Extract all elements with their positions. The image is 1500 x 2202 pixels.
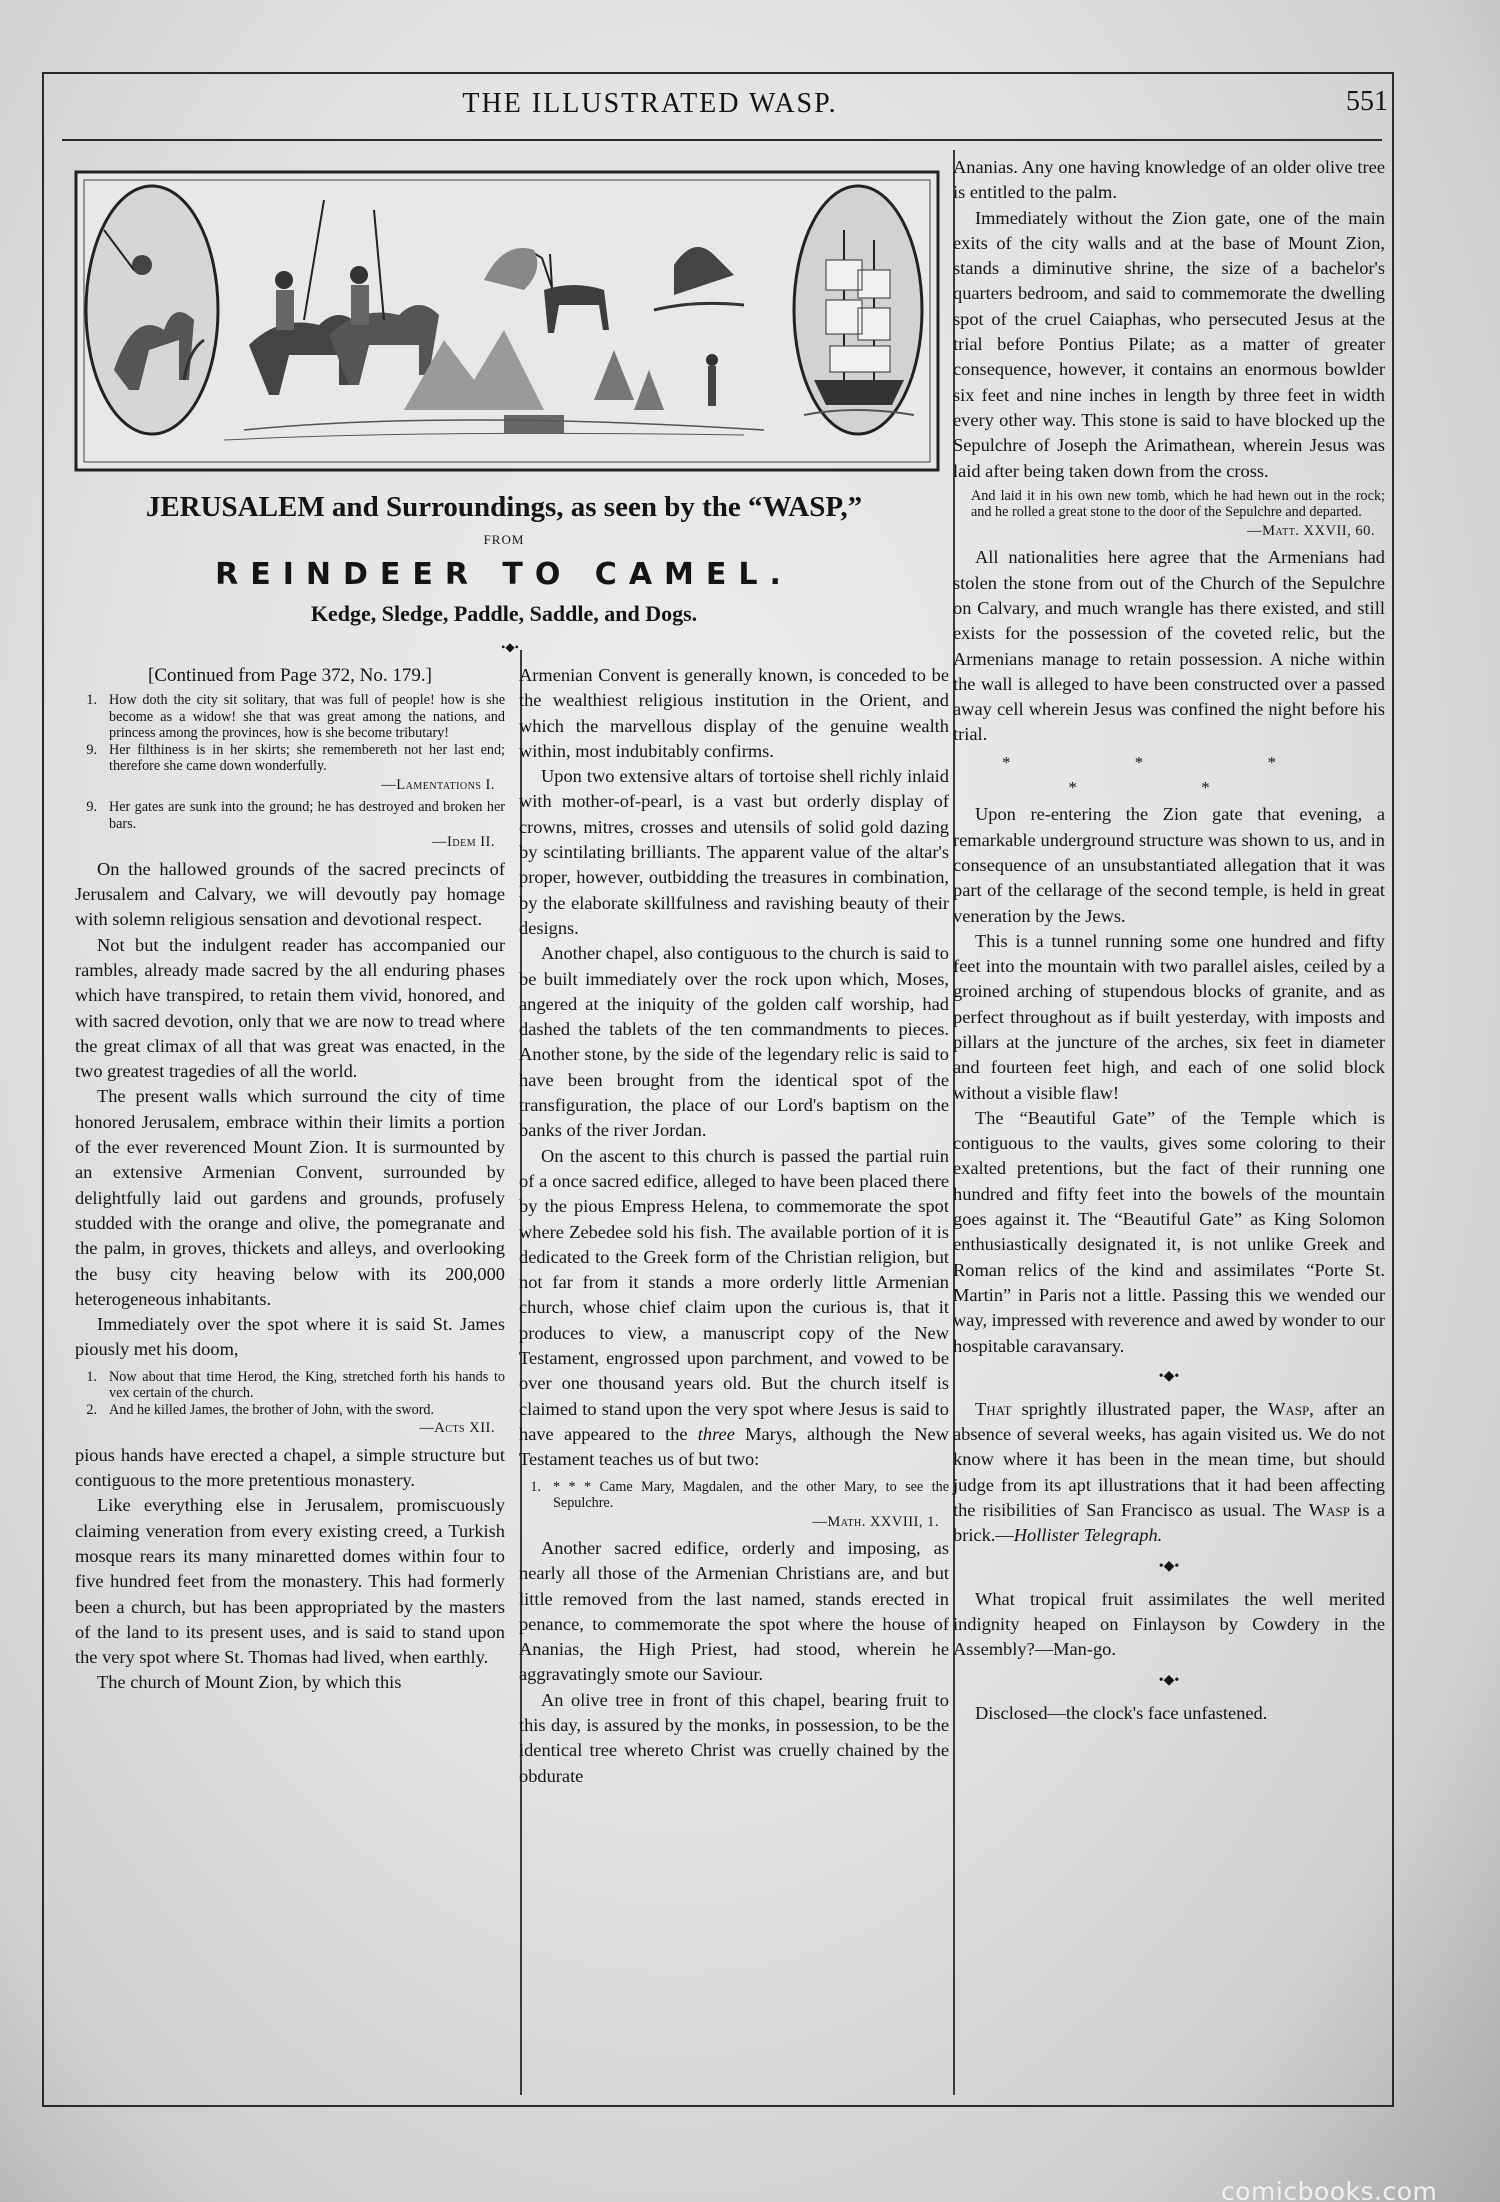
headline-main: JERUSALEM and Surroundings, as seen by the “WASP,”: [145, 491, 863, 523]
headline-title: REINDEER TO CAMEL.: [215, 557, 793, 592]
continued-note: [Continued from Page 372, No. 179.]: [148, 665, 432, 686]
verse-number: 9.: [86, 741, 97, 758]
notice-text: , after an absence of several weeks, has again visited us. We do not know where it has been in the mean time, but should judge from its apt illustrations that it had been affecting the risibilities of San Francisco as usual. The: [953, 1398, 1385, 1521]
quote-verse: [519, 1479, 949, 1512]
reindeer-to-camel-illustration: [74, 170, 940, 472]
paragraph-text: Marys, although the New Testament teaches us of but two:: [519, 1423, 949, 1470]
header-rule: [62, 139, 1382, 141]
quote-verse: [75, 799, 505, 832]
scripture-quote: [971, 488, 1385, 540]
scripture-reference: —Lamentations I.: [381, 776, 495, 793]
scripture-quote: [519, 1479, 949, 1531]
verse-text: How doth the city sit solitary, that was full of people! how is she become as a widow! she that was great among the nations, and princess among the provinces, how is she become tributary!: [109, 692, 505, 742]
masthead-title: THE ILLUSTRATED WASP.: [462, 88, 838, 119]
paragraph: Immediately over the spot where it is said St. James piously met his doom,: [75, 1314, 505, 1360]
paragraph: Upon re-entering the Zion gate that evening, a remarkable underground structure was shown to us, and in consequence of an unsubstantiated allegation that it was part of the cellarage of the second temple, is held in great veneration by the Jews.: [953, 804, 1385, 926]
separator-ornament: •◆•: [1158, 1672, 1180, 1688]
wasp-name: Wasp: [1308, 1500, 1350, 1521]
scripture-reference: —Math. XXVIII, 1.: [812, 1513, 939, 1530]
paragraph-text: On the ascent to this church is passed the partial ruin of a once sacred edifice, alleged to have been placed there by the pious Empress Helena, to commemorate the spot where Zebedee sold his fish. The available portion of it is dedicated to the Greek form of the Christian religion, but not far from it stands a more orderly little Armenian church, whose chief claim upon the curious is, that it produces to view, a manuscript copy of the New Testament, engrossed upon parchment, and vowed to be over one thousand years old. But the church itself is claimed to stand upon the very spot where Jesus is said to have appeared to the: [519, 1145, 949, 1444]
paragraph: An olive tree in front of this chapel, bearing fruit to this day, is assured by the monks, in possession, to be the identical tree whereto Christ was cruelly chained by the obdurate: [519, 1689, 949, 1786]
paragraph: Another sacred edifice, orderly and imposing, as nearly all those of the Armenian Christians are, and but little removed from the last named, stands erected in penance, to commemorate the spot where the house of Ananias, the High Priest, had stood, wherein he aggravatingly smote our Saviour.: [519, 1538, 949, 1685]
quote-verse: [75, 692, 505, 742]
verse-text: * * * Came Mary, Magdalen, and the other Mary, to see the Sepulchre.: [553, 1478, 949, 1511]
paragraph: The “Beautiful Gate” of the Temple which is contiguous to the vaults, gives some coloring to their exalted pretentions, but the fact of their running one hundred and fifty feet into the bowels of the mountain goes against it. The “Beautiful Gate” as King Solomon enthusiastically designated it, is not unlike Greek and Roman relics of the kind and assimilates “Porte St. Martin” in Paris not a little. Passing this we wended our way, impressed with reverence and awed by wonder to our hospitable caravansary.: [953, 1107, 1385, 1356]
column-1: [75, 663, 505, 1696]
emphasis: three: [697, 1423, 735, 1444]
verse-number: 1.: [86, 1368, 97, 1385]
column-3: [953, 155, 1385, 1726]
separator-ornament: •◆•: [1158, 1368, 1180, 1384]
verse-number: 1.: [86, 692, 97, 709]
quote-verse: [75, 1402, 505, 1419]
scripture-reference: —Matt. XXVII, 60.: [1247, 522, 1375, 539]
page-number: 551: [1346, 86, 1388, 117]
paragraph: The present walls which surround the city of time honored Jerusalem, embrace within their limits a portion of the ever reverenced Mount Zion. It is surmounted by an extensive Armenian Convent, surrounded by delightfully laid out gardens and grounds, profusely studded with the orange and olive, the pomegranate and the palm, in groves, thickets and alleys, and overlooking the busy city heaving below with its 200,000 heterogeneous inhabitants.: [75, 1086, 505, 1309]
notice-lead: That: [975, 1398, 1012, 1419]
verse-number: 1.: [530, 1478, 541, 1495]
riddle: Disclosed—the clock's face unfastened.: [975, 1702, 1268, 1723]
notice-text: is a brick.—: [953, 1500, 1385, 1546]
verse-text: Now about that time Herod, the King, stretched forth his hands to vex certain of the church.: [109, 1368, 505, 1402]
scripture-reference: —Idem II.: [432, 834, 495, 851]
column-2: [519, 663, 949, 1789]
verse-text: And laid it in his own new tomb, which he had hewn out in the rock; and he rolled a great stone to the door of the Sepulchre and departed.: [971, 487, 1385, 521]
quote-verse: [75, 1369, 505, 1402]
paragraph: Upon two extensive altars of tortoise shell richly inlaid with mother-of-pearl, is a vast but orderly display of crowns, mitres, crosses and utensils of solid gold dazing by scintilating brilliants. The apparent value of the altar's proper, however, outbidding the treasures in combination, by the elaborate skillfulness and ravishing beauty of their designs.: [519, 766, 949, 938]
press-notice: [953, 1397, 1385, 1549]
paragraph: This is a tunnel running some one hundred and fifty feet into the mountain with two parallel aisles, ceiled by a groined arching of stupendous blocks of granite, and as perfect throughout as if built yesterday, with imposts and pillars at the juncture of the arches, six feet in diameter and fourteen feet high, and each of one solid block without a visible flaw!: [953, 930, 1385, 1103]
verse-text: And he killed James, the brother of John, with the sword.: [109, 1401, 435, 1418]
paragraph: Another chapel, also contiguous to the church is said to be built immediately over the rock upon which, Moses, angered at the iniquity of the golden calf worship, had dashed the tablets of the ten commandments to pieces. Another stone, by the side of the legendary relic is said to have been brought from the identical spot of the transfiguration, the place of our Lord's baptism on the banks of the river Jordan.: [519, 943, 949, 1141]
paragraph: Immediately without the Zion gate, one of the main exits of the city walls and at the base of Mount Zion, stands a diminutive shrine, the size of a bachelor's quarters bedroom, and said to commemorate the dwelling spot of the cruel Caiaphas, who persecuted Jesus at the trial before Pontius Pilate; as a matter of greater consequence, however, it contains an enormous bowlder six feet and nine inches in length by three feet in width every other way. This stone is said to have blocked up the Sepulchre of Joseph the Arimathean, wherein Jesus was laid after being taken down from the cross.: [953, 207, 1385, 481]
verse-number: 9.: [86, 799, 97, 816]
paragraph: On the hallowed grounds of the sacred precincts of Jerusalem and Calvary, we will devoutly pay homage with solemn religious sensation and devotional respect.: [75, 858, 505, 930]
riddle: What tropical fruit assimilates the well merited indignity heaped on Finlayson by Cowdery in the Assembly?—Man-go.: [953, 1588, 1385, 1660]
quote-verse: [75, 742, 505, 775]
wasp-name: Wasp: [1267, 1398, 1310, 1419]
verse-text: Her filthiness is in her skirts; she remembereth not her last end; therefore she came down wonderfully.: [109, 741, 505, 775]
verse-number: 2.: [86, 1401, 97, 1418]
paragraph: pious hands have erected a chapel, a simple structure but contiguous to the more pretentious monastery.: [75, 1444, 505, 1491]
scripture-reference: —Acts XII.: [419, 1420, 495, 1437]
notice-source: Hollister Telegraph.: [1013, 1525, 1163, 1546]
section-break-stars: * * * * *: [1002, 752, 1336, 798]
headline-from: FROM: [483, 532, 525, 547]
paragraph: [519, 1144, 949, 1473]
headline-ornament: •◆•: [501, 640, 519, 654]
separator-ornament: •◆•: [1158, 1558, 1180, 1574]
paragraph: Not but the indulgent reader has accompanied our rambles, already made sacred by the all enduring phases which have transpired, to retain them vivid, honored, and with sacred devotion, only that we are now to tread where the great climax of all that was great was enacted, in the two greatest tragedies of all the world.: [75, 934, 505, 1082]
scripture-quote: [75, 1369, 505, 1437]
headline-subtitle: Kedge, Sledge, Paddle, Saddle, and Dogs.: [310, 601, 698, 626]
site-watermark: comicbooks.com: [1221, 2177, 1438, 2202]
paragraph: All nationalities here agree that the Armenians had stolen the stone from out of the Church of the Sepulchre on Calvary, and much wrangle has there existed, and still exists for the possession of the coveted relic, but the Armenians manage to retain possession. A niche within the wall is alleged to have been constructed over a passed away cell wherein Jesus was confined the night before his trial.: [953, 547, 1385, 745]
paragraph: Armenian Convent is generally known, is conceded to be the wealthiest religious institution in the Orient, and which the marvellous display of the genuine wealth within, most indubitably confirms.: [519, 665, 949, 761]
paragraph: Like everything else in Jerusalem, promiscuously claiming veneration from every existing creed, a Turkish mosque rears its many minaretted domes within four to five hundred feet from the monastery. This had formerly been a church, but has been appropriated by the masters of the land to its present uses, and is said to stand upon the very spot where St. Thomas had lived, when earthly.: [75, 1495, 505, 1668]
paragraph: The church of Mount Zion, by which this: [97, 1672, 402, 1693]
verse-text: Her gates are sunk into the ground; he has destroyed and broken her bars.: [109, 799, 505, 832]
paragraph: Ananias. Any one having knowledge of an older olive tree is entitled to the palm.: [953, 157, 1385, 203]
notice-text: sprightly illustrated paper, the: [1021, 1398, 1258, 1419]
scripture-quote: [75, 692, 505, 851]
